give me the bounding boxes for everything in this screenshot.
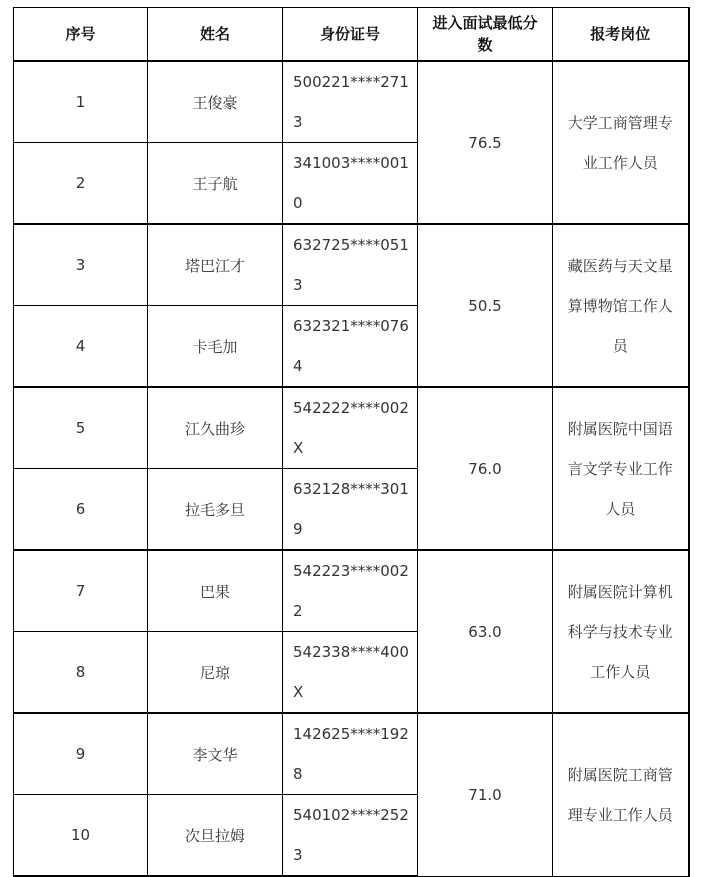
row-id-number: 632321****0764	[283, 306, 418, 388]
row-id-number: 540102****2523	[283, 795, 418, 877]
group-min-score: 71.0	[418, 713, 553, 876]
row-id-number: 542223****0022	[283, 550, 418, 632]
header-position: 报考岗位	[553, 8, 689, 62]
row-name: 卡毛加	[148, 306, 283, 388]
row-number: 7	[14, 550, 148, 632]
row-number: 10	[14, 795, 148, 877]
row-number: 6	[14, 469, 148, 551]
row-name: 塔巴江才	[148, 224, 283, 306]
group-position: 大学工商管理专业工作人员	[553, 61, 689, 224]
row-number: 5	[14, 387, 148, 469]
row-name: 王子航	[148, 143, 283, 225]
row-name: 王俊豪	[148, 61, 283, 143]
row-name: 拉毛多旦	[148, 469, 283, 551]
row-id-number: 542222****002X	[283, 387, 418, 469]
table-row	[14, 550, 689, 632]
group-position: 附属医院中国语言文学专业工作人员	[553, 387, 689, 550]
row-name: 次旦拉姆	[148, 795, 283, 877]
row-id-number: 542338****400X	[283, 632, 418, 714]
row-id-number: 632128****3019	[283, 469, 418, 551]
header-name: 姓名	[148, 8, 283, 62]
row-id-number: 142625****1928	[283, 713, 418, 795]
header-number: 序号	[14, 8, 148, 62]
row-number: 2	[14, 143, 148, 225]
group-min-score: 76.5	[418, 61, 553, 224]
table-row	[14, 61, 689, 143]
results-table	[13, 7, 690, 877]
header-min-score: 进入面试最低分数	[418, 8, 553, 62]
group-min-score: 63.0	[418, 550, 553, 713]
group-position: 附属医院计算机科学与技术专业工作人员	[553, 550, 689, 713]
row-number: 1	[14, 61, 148, 143]
row-name: 李文华	[148, 713, 283, 795]
row-number: 4	[14, 306, 148, 388]
header-id-number: 身份证号	[283, 8, 418, 62]
table-row	[14, 387, 689, 469]
row-name: 尼琼	[148, 632, 283, 714]
group-position: 藏医药与天文星算博物馆工作人员	[553, 224, 689, 387]
group-position: 附属医院工商管理专业工作人员	[553, 713, 689, 876]
table-row	[14, 713, 689, 795]
row-id-number: 500221****2713	[283, 61, 418, 143]
row-name: 巴果	[148, 550, 283, 632]
row-number: 9	[14, 713, 148, 795]
row-id-number: 341003****0010	[283, 143, 418, 225]
table-row	[14, 224, 689, 306]
row-id-number: 632725****0513	[283, 224, 418, 306]
row-number: 3	[14, 224, 148, 306]
row-name: 江久曲珍	[148, 387, 283, 469]
group-min-score: 76.0	[418, 387, 553, 550]
table-header-row	[14, 8, 689, 62]
group-min-score: 50.5	[418, 224, 553, 387]
row-number: 8	[14, 632, 148, 714]
